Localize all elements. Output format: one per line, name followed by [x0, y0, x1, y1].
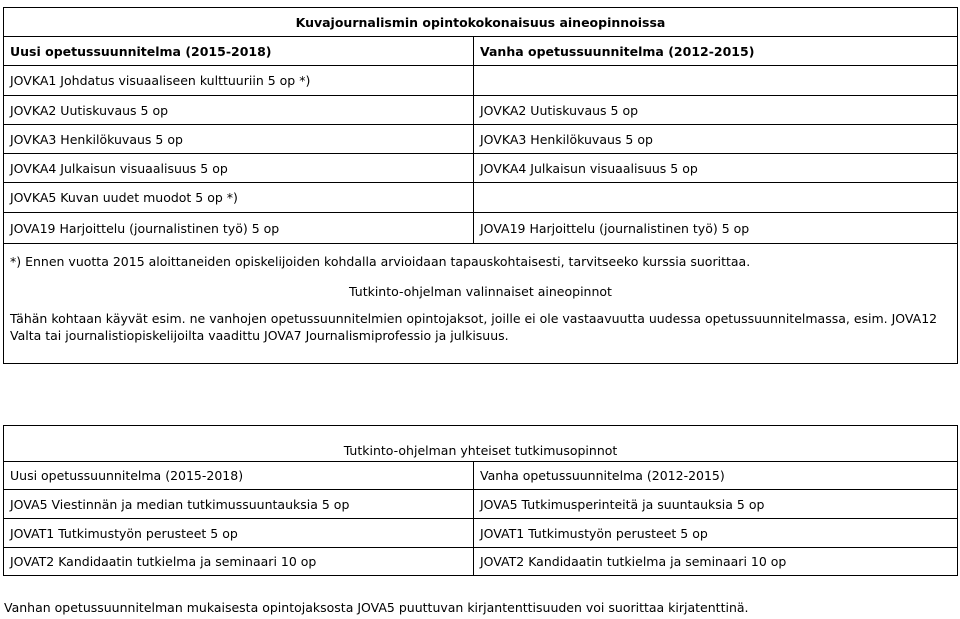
table-cell: JOVA5 Viestinnän ja median tutkimussuuntauksia 5 op	[4, 490, 474, 519]
research-footnote: Vanhan opetussuunnitelman mukaisesta opintojaksosta JOVA5 puuttuvan kirjantenttisuuden voi suorittaa kirjatenttinä.	[4, 600, 749, 615]
footnote: *) Ennen vuotta 2015 aloittaneiden opiskelijoiden kohdalla arvioidaan tapauskohtaisesti, tarvitseeko kurssia suorittaa.	[4, 244, 958, 279]
table-cell: JOVKA2 Uutiskuvaus 5 op	[4, 96, 474, 125]
table-cell: JOVA19 Harjoittelu (journalistinen työ) 5 op	[4, 213, 474, 244]
table-cell: JOVKA3 Henkilökuvaus 5 op	[474, 125, 958, 154]
table-cell	[474, 66, 958, 96]
table-cell	[474, 183, 958, 213]
table-cell: JOVKA2 Uutiskuvaus 5 op	[474, 96, 958, 125]
table-cell: JOVAT2 Kandidaatin tutkielma ja seminaari 10 op	[474, 548, 958, 576]
section-title: Tutkinto-ohjelman yhteiset tutkimusopinnot	[4, 426, 958, 462]
table-cell: JOVAT2 Kandidaatin tutkielma ja seminaari 10 op	[4, 548, 474, 576]
table-cell: JOVKA5 Kuvan uudet muodot 5 op *)	[4, 183, 474, 213]
new-curriculum-header: Uusi opetussuunnitelma (2015-2018)	[4, 462, 474, 490]
table-cell: JOVA19 Harjoittelu (journalistinen työ) 5 op	[474, 213, 958, 244]
section-title: Tutkinto-ohjelman valinnaiset aineopinnot	[4, 279, 958, 304]
table-cell: JOVA5 Tutkimusperinteitä ja suuntauksia 5 op	[474, 490, 958, 519]
table-cell: JOVKA1 Johdatus visuaaliseen kulttuuriin 5 op *)	[4, 66, 474, 96]
table-cell: JOVAT1 Tutkimustyön perusteet 5 op	[474, 519, 958, 548]
new-curriculum-header: Uusi opetussuunnitelma (2015-2018)	[4, 37, 474, 66]
section-title: Kuvajournalismin opintokokonaisuus aineopinnoissa	[4, 8, 958, 37]
old-curriculum-header: Vanha opetussuunnitelma (2012-2015)	[474, 37, 958, 66]
table-cell: JOVAT1 Tutkimustyön perusteet 5 op	[4, 519, 474, 548]
old-curriculum-header: Vanha opetussuunnitelma (2012-2015)	[474, 462, 958, 490]
table-cell: JOVKA3 Henkilökuvaus 5 op	[4, 125, 474, 154]
table-cell: JOVKA4 Julkaisun visuaalisuus 5 op	[474, 154, 958, 183]
elective-description: Tähän kohtaan käyvät esim. ne vanhojen opetussuunnitelmien opintojaksot, joille ei ole vastaavuutta uudessa opetussuunnitelmassa, esim. JOVA12 Valta tai journalistiopiskelijoilta vaadittu JOVA7 Journalismiprofessio ja julkisuus.	[4, 304, 958, 364]
curriculum-table	[3, 7, 958, 364]
table-cell: JOVKA4 Julkaisun visuaalisuus 5 op	[4, 154, 474, 183]
research-studies-table	[3, 425, 958, 576]
